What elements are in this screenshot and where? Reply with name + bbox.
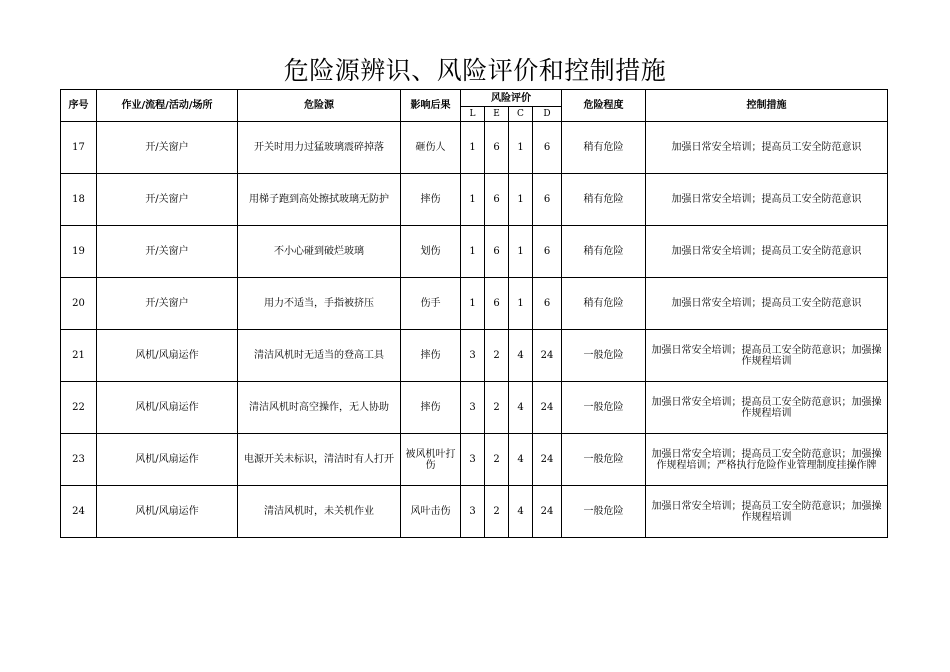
cell-hazard: 清洁风机时无适当的登高工具 — [238, 330, 401, 382]
header-E: E — [485, 107, 509, 122]
header-consequence: 影响后果 — [401, 90, 461, 122]
cell-L: 3 — [461, 330, 485, 382]
cell-D: 24 — [533, 330, 562, 382]
header-level: 危险程度 — [562, 90, 646, 122]
cell-measures: 加强日常安全培训；提高员工安全防范意识；加强操作规程培训 — [646, 382, 888, 434]
table-row — [61, 434, 888, 486]
cell-E: 2 — [485, 486, 509, 538]
table-row — [61, 226, 888, 278]
cell-E: 6 — [485, 122, 509, 174]
cell-D: 24 — [533, 486, 562, 538]
table-row — [61, 486, 888, 538]
cell-consequence: 摔伤 — [401, 174, 461, 226]
risk-table — [60, 89, 888, 538]
cell-hazard: 开关时用力过猛玻璃震碎掉落 — [238, 122, 401, 174]
cell-E: 2 — [485, 330, 509, 382]
cell-C: 1 — [509, 122, 533, 174]
cell-E: 6 — [485, 226, 509, 278]
cell-measures: 加强日常安全培训；提高员工安全防范意识 — [646, 122, 888, 174]
cell-seq: 24 — [61, 486, 97, 538]
cell-L: 3 — [461, 486, 485, 538]
header-L: L — [461, 107, 485, 122]
cell-measures: 加强日常安全培训；提高员工安全防范意识 — [646, 226, 888, 278]
cell-L: 1 — [461, 174, 485, 226]
cell-seq: 23 — [61, 434, 97, 486]
cell-seq: 18 — [61, 174, 97, 226]
cell-E: 2 — [485, 434, 509, 486]
cell-level: 一般危险 — [562, 382, 646, 434]
table-row — [61, 174, 888, 226]
cell-consequence: 划伤 — [401, 226, 461, 278]
cell-L: 3 — [461, 382, 485, 434]
cell-activity: 开/关窗户 — [97, 278, 238, 330]
cell-D: 24 — [533, 434, 562, 486]
cell-level: 一般危险 — [562, 486, 646, 538]
cell-D: 24 — [533, 382, 562, 434]
cell-hazard: 清洁风机时高空操作，无人协助 — [238, 382, 401, 434]
cell-measures: 加强日常安全培训；提高员工安全防范意识 — [646, 174, 888, 226]
cell-activity: 开/关窗户 — [97, 174, 238, 226]
cell-activity: 开/关窗户 — [97, 122, 238, 174]
cell-measures: 加强日常安全培训；提高员工安全防范意识；加强操作规程培训 — [646, 330, 888, 382]
cell-D: 6 — [533, 122, 562, 174]
cell-D: 6 — [533, 278, 562, 330]
cell-hazard: 用力不适当，手指被挤压 — [238, 278, 401, 330]
cell-C: 4 — [509, 486, 533, 538]
cell-L: 1 — [461, 122, 485, 174]
cell-level: 一般危险 — [562, 434, 646, 486]
cell-seq: 20 — [61, 278, 97, 330]
cell-hazard: 用梯子跑到高处擦拭玻璃无防护 — [238, 174, 401, 226]
header-hazard: 危险源 — [238, 90, 401, 122]
header-seq: 序号 — [61, 90, 97, 122]
cell-measures: 加强日常安全培训；提高员工安全防范意识 — [646, 278, 888, 330]
cell-consequence: 被风机叶打伤 — [401, 434, 461, 486]
cell-level: 稍有危险 — [562, 278, 646, 330]
table-row — [61, 122, 888, 174]
cell-activity: 风机/风扇运作 — [97, 330, 238, 382]
cell-C: 4 — [509, 382, 533, 434]
header-row — [61, 90, 888, 107]
cell-D: 6 — [533, 174, 562, 226]
header-risk-eval: 风险评价 — [461, 90, 562, 107]
cell-D: 6 — [533, 226, 562, 278]
cell-seq: 19 — [61, 226, 97, 278]
cell-E: 2 — [485, 382, 509, 434]
cell-L: 3 — [461, 434, 485, 486]
cell-level: 一般危险 — [562, 330, 646, 382]
cell-consequence: 砸伤人 — [401, 122, 461, 174]
cell-measures: 加强日常安全培训；提高员工安全防范意识；加强操作规程培训；严格执行危险作业管理制度挂操作牌 — [646, 434, 888, 486]
cell-measures: 加强日常安全培训；提高员工安全防范意识；加强操作规程培训 — [646, 486, 888, 538]
header-measures: 控制措施 — [646, 90, 888, 122]
cell-hazard: 不小心碰到破烂玻璃 — [238, 226, 401, 278]
cell-C: 1 — [509, 226, 533, 278]
cell-consequence: 摔伤 — [401, 382, 461, 434]
cell-seq: 22 — [61, 382, 97, 434]
header-C: C — [509, 107, 533, 122]
cell-L: 1 — [461, 278, 485, 330]
cell-seq: 17 — [61, 122, 97, 174]
cell-level: 稍有危险 — [562, 174, 646, 226]
cell-level: 稍有危险 — [562, 122, 646, 174]
table-row — [61, 278, 888, 330]
table-row — [61, 382, 888, 434]
cell-activity: 风机/风扇运作 — [97, 486, 238, 538]
cell-C: 1 — [509, 278, 533, 330]
table-row — [61, 330, 888, 382]
cell-activity: 风机/风扇运作 — [97, 434, 238, 486]
cell-consequence: 伤手 — [401, 278, 461, 330]
cell-C: 4 — [509, 434, 533, 486]
cell-consequence: 摔伤 — [401, 330, 461, 382]
cell-activity: 开/关窗户 — [97, 226, 238, 278]
cell-consequence: 风叶击伤 — [401, 486, 461, 538]
cell-level: 稍有危险 — [562, 226, 646, 278]
cell-C: 1 — [509, 174, 533, 226]
cell-E: 6 — [485, 278, 509, 330]
page-title: 危险源辨识、风险评价和控制措施 — [283, 56, 667, 85]
cell-activity: 风机/风扇运作 — [97, 382, 238, 434]
header-D: D — [533, 107, 562, 122]
cell-L: 1 — [461, 226, 485, 278]
cell-E: 6 — [485, 174, 509, 226]
cell-hazard: 清洁风机时，未关机作业 — [238, 486, 401, 538]
cell-hazard: 电源开关未标识，清洁时有人打开 — [238, 434, 401, 486]
cell-seq: 21 — [61, 330, 97, 382]
cell-C: 4 — [509, 330, 533, 382]
header-activity: 作业/流程/活动/场所 — [97, 90, 238, 122]
